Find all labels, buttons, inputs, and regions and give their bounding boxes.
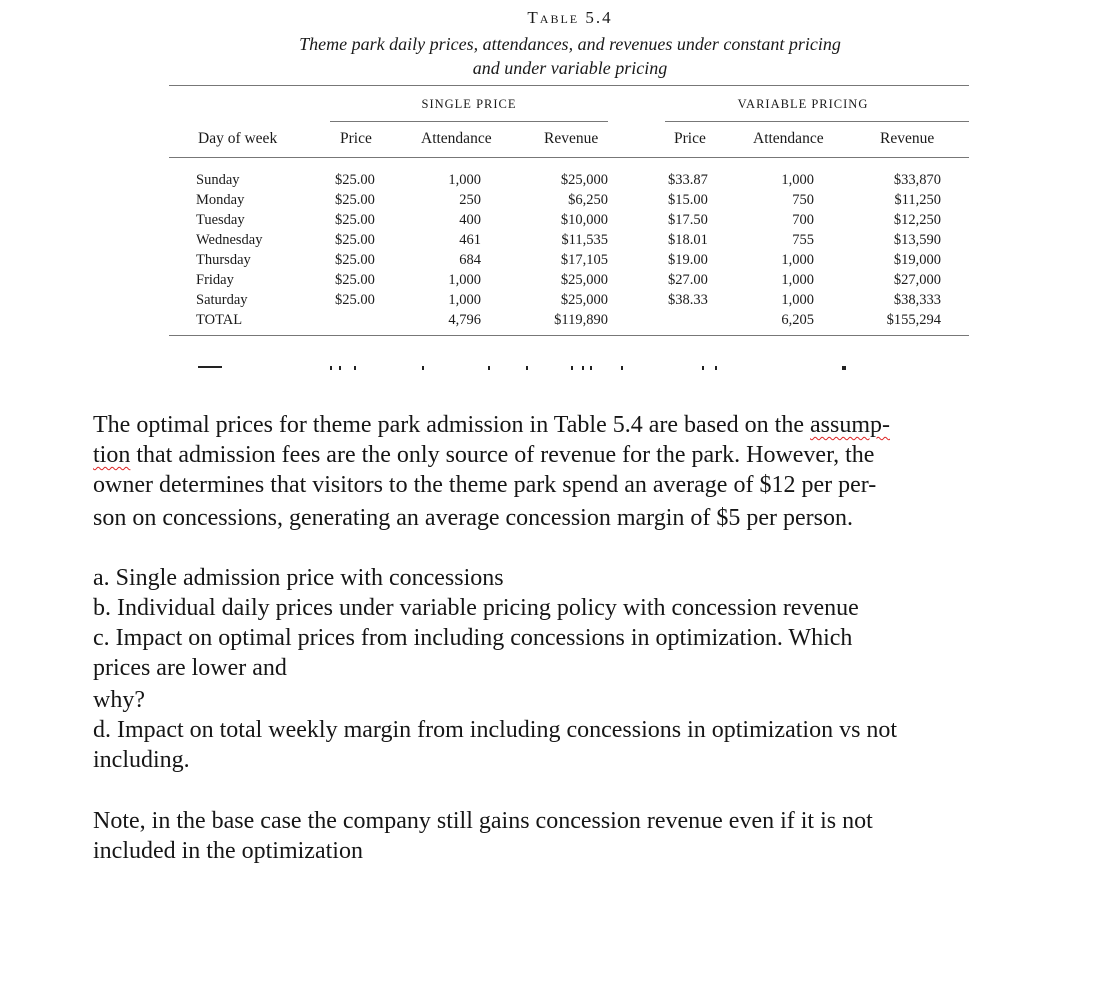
cell-variable-revenue: $12,250 <box>893 212 941 228</box>
cell-variable-attendance: 755 <box>792 232 814 248</box>
cell-variable-price: $18.01 <box>668 232 708 248</box>
cell-single-price: $25.00 <box>335 292 375 308</box>
table-title-line1: Theme park daily prices, attendances, and revenues under constant pricing <box>299 34 841 54</box>
cell-single-attendance: 461 <box>459 232 481 248</box>
cell-single-revenue: $6,250 <box>568 192 608 208</box>
cell-variable-attendance: 6,205 <box>781 312 814 328</box>
cell-variable-price: $19.00 <box>668 252 708 268</box>
cell-variable-price: $17.50 <box>668 212 708 228</box>
column-header-single-price: Price <box>340 130 372 147</box>
part-b: b. Individual daily prices under variable pricing policy with concession revenue <box>93 595 859 621</box>
column-day <box>196 170 306 330</box>
table-title-line2: and under variable pricing <box>472 58 668 78</box>
single-price-rule <box>330 121 608 122</box>
column-single-attendance <box>420 170 481 330</box>
column-header-variable-attendance: Attendance <box>753 130 824 147</box>
row-day: Friday <box>196 272 234 288</box>
cell-single-attendance: 400 <box>459 212 481 228</box>
cell-single-attendance: 1,000 <box>448 292 481 308</box>
part-a: a. Single admission price with concessions <box>93 565 504 591</box>
row-day: Sunday <box>196 172 240 188</box>
question-intro <box>93 410 1103 533</box>
table-title <box>0 32 1120 80</box>
note-line-1: Note, in the base case the company still gains concession revenue even if it is not <box>93 808 873 834</box>
column-header-day: Day of week <box>198 130 278 147</box>
cell-single-attendance: 1,000 <box>448 272 481 288</box>
cell-single-attendance: 684 <box>459 252 481 268</box>
intro-line-2 <box>93 440 1103 470</box>
cell-variable-price: $15.00 <box>668 192 708 208</box>
cell-variable-attendance: 1,000 <box>781 252 814 268</box>
note <box>93 806 1093 866</box>
cell-variable-revenue: $155,294 <box>886 312 941 328</box>
cell-variable-attendance: 750 <box>792 192 814 208</box>
row-day: TOTAL <box>196 312 243 328</box>
cell-single-price <box>335 310 395 330</box>
cell-single-revenue: $119,890 <box>554 312 608 328</box>
cell-variable-revenue: $33,870 <box>893 172 941 188</box>
cell-variable-attendance: 1,000 <box>781 292 814 308</box>
cell-variable-price: $27.00 <box>668 272 708 288</box>
part-d-line-1: d. Impact on total weekly margin from including concessions in optimization vs not <box>93 717 898 743</box>
part-c-line-3: why? <box>93 687 145 713</box>
cell-single-revenue: $10,000 <box>560 212 608 228</box>
cell-single-price: $25.00 <box>335 172 375 188</box>
cell-variable-attendance: 1,000 <box>781 272 814 288</box>
cell-single-attendance: 250 <box>459 192 481 208</box>
group-header-variable-pricing: VARIABLE PRICING <box>737 97 869 111</box>
cell-variable-revenue: $38,333 <box>893 292 941 308</box>
cell-single-revenue: $11,535 <box>561 232 608 248</box>
cell-variable-price <box>668 310 728 330</box>
column-header-single-revenue: Revenue <box>544 130 599 147</box>
cell-single-revenue: $25,000 <box>560 292 608 308</box>
intro-line-1-text: The optimal prices for theme park admission in Table 5.4 are based on the <box>93 412 804 438</box>
row-day: Tuesday <box>196 212 245 228</box>
row-day: Monday <box>196 192 245 208</box>
column-header-variable-price: Price <box>674 130 706 147</box>
table-bottom-rule <box>169 335 969 336</box>
cell-single-price: $25.00 <box>335 252 375 268</box>
cell-single-price: $25.00 <box>335 192 375 208</box>
table-top-rule <box>169 85 969 86</box>
cell-variable-revenue: $19,000 <box>893 252 941 268</box>
cell-variable-price: $38.33 <box>668 292 708 308</box>
question-parts <box>93 563 1093 775</box>
column-header-variable-revenue: Revenue <box>880 130 935 147</box>
intro-line-2-text: that admission fees are the only source of revenue for the park. However, the <box>130 442 875 468</box>
spellcheck-flag-assump: assump- <box>810 412 890 438</box>
cell-variable-price: $33.87 <box>668 172 708 188</box>
cell-variable-revenue: $11,250 <box>894 192 941 208</box>
note-line-2: included in the optimization <box>93 838 363 864</box>
intro-line-3: owner determines that visitors to the theme park spend an average of $12 per per- <box>93 472 877 498</box>
table-label: Table 5.4 <box>527 8 613 27</box>
column-single-price <box>335 170 395 330</box>
cell-variable-revenue: $27,000 <box>893 272 941 288</box>
cell-single-revenue: $25,000 <box>560 272 608 288</box>
cell-variable-revenue: $13,590 <box>893 232 941 248</box>
column-single-revenue <box>530 170 608 330</box>
cell-single-attendance: 4,796 <box>448 312 481 328</box>
column-variable-price <box>668 170 728 330</box>
cell-single-price: $25.00 <box>335 232 375 248</box>
row-day: Saturday <box>196 292 248 308</box>
variable-pricing-rule <box>665 121 969 122</box>
column-variable-revenue <box>860 170 941 330</box>
row-day: Wednesday <box>196 232 263 248</box>
header-bottom-rule <box>169 157 969 158</box>
part-c-line-2: prices are lower and <box>93 655 287 681</box>
cell-single-attendance: 1,000 <box>448 172 481 188</box>
part-d-line-2: including. <box>93 747 190 773</box>
intro-line-4: son on concessions, generating an average concession margin of $5 per person. <box>93 505 853 531</box>
cell-single-revenue: $17,105 <box>560 252 608 268</box>
cell-single-price: $25.00 <box>335 212 375 228</box>
row-day: Thursday <box>196 252 251 268</box>
cell-variable-attendance: 1,000 <box>781 172 814 188</box>
intro-line-1 <box>93 410 1103 440</box>
part-c-line-1: c. Impact on optimal prices from including concessions in optimization. Which <box>93 625 853 651</box>
column-header-single-attendance: Attendance <box>421 130 492 147</box>
cell-single-revenue: $25,000 <box>560 172 608 188</box>
cell-variable-attendance: 700 <box>792 212 814 228</box>
group-header-single-price: SINGLE PRICE <box>421 97 517 111</box>
column-variable-attendance <box>750 170 814 330</box>
cell-single-price: $25.00 <box>335 272 375 288</box>
cropped-text-line <box>196 366 886 371</box>
spellcheck-flag-tion: tion <box>93 442 131 468</box>
